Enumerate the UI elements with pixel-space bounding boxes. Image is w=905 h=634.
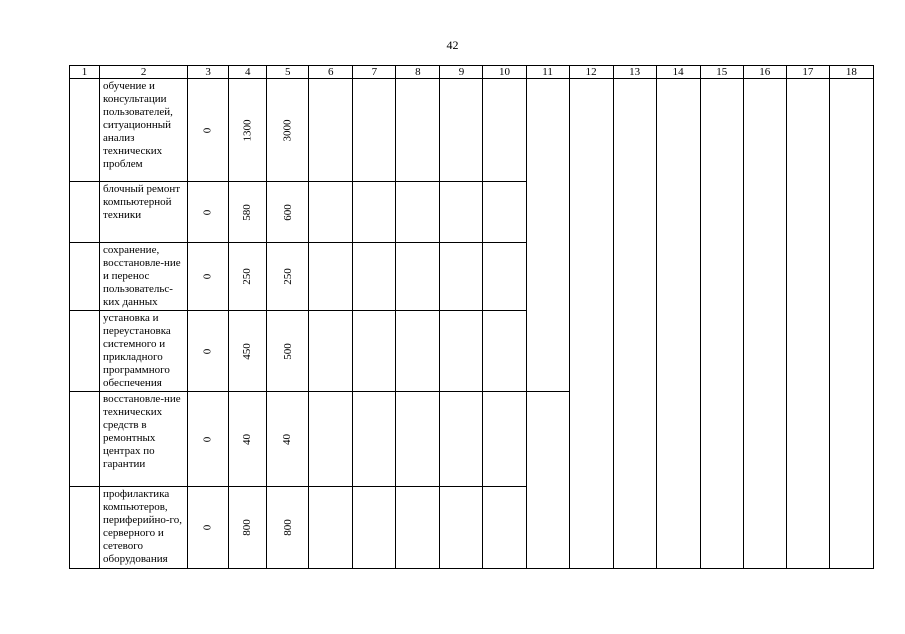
column-header: 11 (526, 66, 569, 79)
column-header: 17 (786, 66, 829, 79)
cell-empty (396, 243, 440, 311)
cell-empty (483, 243, 526, 311)
cell-col4 (229, 182, 267, 243)
value-col3: 0 (201, 348, 214, 354)
cell-col4 (229, 243, 267, 311)
value-col3: 0 (201, 524, 214, 531)
service-name: сохранение, восстановле-ние и перенос пользовательс-ких данных (100, 243, 188, 311)
cell-empty (396, 182, 440, 243)
column-header: 2 (100, 66, 188, 79)
cell-empty (309, 311, 353, 392)
service-name: обучение и консультации пользователей, ситуационный анализ технических проблем (100, 79, 188, 182)
cell-empty (70, 182, 100, 243)
service-name: профилактика компьютеров, периферийно-го, серверного и сетевого оборудования (100, 487, 188, 569)
cell-empty (70, 311, 100, 392)
cell-col3 (188, 487, 229, 569)
cell-col5 (267, 311, 309, 392)
column-header: 9 (440, 66, 483, 79)
cell-empty-merged (829, 79, 873, 569)
cell-empty (309, 79, 353, 182)
value-col4: 40 (241, 433, 254, 445)
value-col3: 0 (201, 436, 214, 442)
cell-empty (353, 311, 396, 392)
cell-empty (440, 243, 483, 311)
column-header: 7 (353, 66, 396, 79)
services-table (69, 65, 874, 569)
cell-empty-merged (743, 79, 786, 569)
column-header: 12 (569, 66, 613, 79)
value-col4: 250 (241, 268, 254, 285)
cell-empty (440, 182, 483, 243)
cell-empty (483, 487, 526, 569)
value-col5: 600 (281, 203, 294, 221)
cell-col5 (267, 392, 309, 487)
cell-col5 (267, 79, 309, 182)
value-col5: 800 (281, 519, 294, 536)
value-col3: 0 (201, 209, 214, 215)
cell-col3 (188, 311, 229, 392)
cell-col5 (267, 487, 309, 569)
column-header: 10 (483, 66, 526, 79)
value-col5: 40 (281, 433, 294, 445)
cell-col3 (188, 392, 229, 487)
cell-empty (483, 311, 526, 392)
cell-col5 (267, 243, 309, 311)
cell-col4 (229, 311, 267, 392)
value-col5: 3000 (281, 119, 294, 141)
column-header: 3 (188, 66, 229, 79)
column-header: 14 (656, 66, 700, 79)
cell-col3 (188, 79, 229, 182)
cell-empty (309, 182, 353, 243)
cell-empty (70, 79, 100, 182)
cell-col5 (267, 182, 309, 243)
cell-empty (483, 79, 526, 182)
cell-col4 (229, 487, 267, 569)
cell-col4 (229, 392, 267, 487)
cell-empty (309, 243, 353, 311)
cell-empty (70, 392, 100, 487)
column-number-row (70, 66, 874, 79)
cell-empty (353, 79, 396, 182)
cell-empty-merged (526, 392, 569, 569)
cell-empty-merged (656, 79, 700, 569)
table-row (70, 79, 874, 182)
cell-empty (396, 311, 440, 392)
column-header: 18 (829, 66, 873, 79)
value-col4: 580 (241, 203, 254, 221)
cell-empty (309, 392, 353, 487)
cell-empty (483, 392, 526, 487)
cell-empty-merged (700, 79, 743, 569)
value-col4: 800 (241, 519, 254, 536)
value-col5: 500 (281, 342, 294, 360)
value-col3: 0 (201, 127, 214, 133)
cell-empty-merged (613, 79, 656, 569)
cell-empty (396, 487, 440, 569)
cell-empty (353, 182, 396, 243)
cell-col3 (188, 182, 229, 243)
service-name: восстановле-ние технических средств в ремонтных центрах по гарантии (100, 392, 188, 487)
column-header: 13 (613, 66, 656, 79)
cell-empty-merged (569, 79, 613, 569)
cell-empty-merged (526, 79, 569, 392)
cell-empty (353, 392, 396, 487)
service-name: установка и переустановка системного и прикладного программного обеспечения (100, 311, 188, 392)
cell-empty (440, 392, 483, 487)
column-header: 1 (70, 66, 100, 79)
cell-empty (440, 311, 483, 392)
value-col4: 450 (241, 342, 254, 360)
cell-empty (309, 487, 353, 569)
cell-empty-merged (786, 79, 829, 569)
column-header: 8 (396, 66, 440, 79)
value-col5: 250 (281, 268, 294, 285)
cell-empty (396, 392, 440, 487)
cell-empty (440, 487, 483, 569)
cell-empty (483, 182, 526, 243)
cell-empty (396, 79, 440, 182)
cell-empty (353, 243, 396, 311)
column-header: 16 (743, 66, 786, 79)
value-col3: 0 (201, 273, 214, 280)
cell-col3 (188, 243, 229, 311)
cell-empty (70, 243, 100, 311)
cell-empty (440, 79, 483, 182)
service-name: блочный ремонт компьютерной техники (100, 182, 188, 243)
cell-empty (353, 487, 396, 569)
column-header: 5 (267, 66, 309, 79)
column-header: 6 (309, 66, 353, 79)
value-col4: 1300 (241, 119, 254, 141)
cell-empty (70, 487, 100, 569)
column-header: 4 (229, 66, 267, 79)
page-number: 42 (446, 38, 459, 52)
column-header: 15 (700, 66, 743, 79)
cell-col4 (229, 79, 267, 182)
